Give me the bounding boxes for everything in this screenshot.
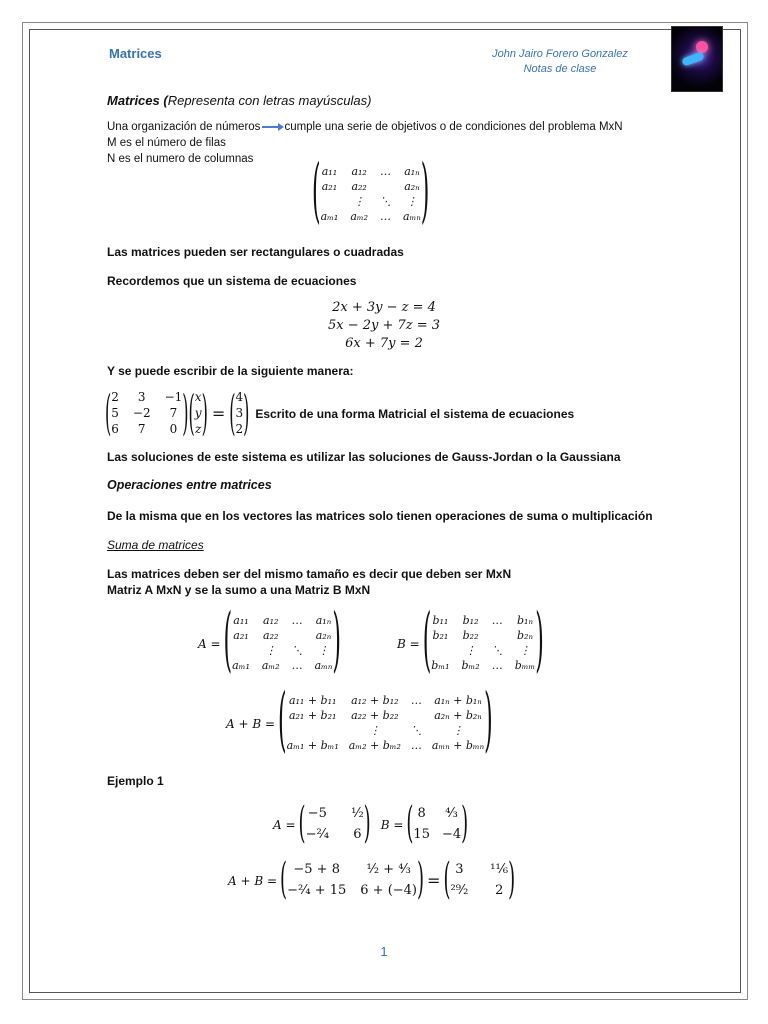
matrix-B-cell: bₘₘ — [514, 659, 536, 672]
matrix-sum-cell: a₁ₙ + b₁ₙ — [434, 694, 482, 707]
matrix-A-cell: … — [291, 614, 303, 627]
matrix-A-cell: a₂₂ — [263, 629, 279, 642]
heading-sum: Suma de matrices — [107, 538, 204, 552]
heading-bold: Matrices ( — [107, 93, 168, 108]
general-matrix-cell: a₂₁ — [321, 180, 338, 193]
matrix-sum-cell: a₂ₙ + b₂ₙ — [434, 709, 482, 722]
general-matrix-cell — [380, 180, 391, 194]
general-matrix-cell: … — [380, 165, 392, 178]
paragraph-size-2: Matriz A MxN y se la sumo a una Matriz B MxN — [107, 583, 371, 597]
header-author-block — [440, 47, 680, 77]
matrix-B-cell: b₁₁ — [432, 614, 449, 627]
label-sum: A + B = — [226, 716, 276, 731]
matrix-B-cell: bₘ₁ — [431, 659, 450, 672]
matrix-sum-cell: ⋱ — [410, 724, 422, 737]
general-matrix-cell: a₂₂ — [351, 180, 367, 193]
matrix-B-cell: b₁₂ — [462, 614, 479, 627]
rhs-vector-cell: 3 — [235, 406, 244, 420]
heading-rest: Representa con letras mayúsculas) — [167, 93, 372, 108]
author-logo-image — [671, 26, 723, 92]
matrix-sum-cell: a₁₂ + b₁₂ — [351, 694, 399, 707]
general-matrix: ( a₁₁ a₁₂ … a₁ₙ a₂₁ a₂₂ a₂ₙ ⋮ ⋱ ⋮ aₘ₁ aₘ₂ … aₘₙ ) — [312, 152, 430, 233]
example-equals: = — [427, 871, 441, 890]
arrow-icon — [262, 126, 282, 128]
matrix-A-cell: … — [291, 659, 303, 672]
example-sum-cell: −²⁄₄ + 15 — [287, 883, 347, 898]
label-B: B = — [397, 636, 420, 651]
matrix-A-cell: aₘ₂ — [261, 659, 280, 672]
general-matrix-A: A = ( a₁₁ a₁₂ … a₁ₙ a₂₁ a₂₂ a₂ₙ ⋮ ⋱ ⋮ aₘ₁ aₘ₂ … aₘₙ ) — [198, 601, 341, 682]
equation-system — [234, 299, 534, 353]
definition-line — [107, 121, 623, 133]
paragraph-write: Y se puede escribir de la siguiente manera: — [107, 364, 354, 378]
example-matrices: A = ( −5 ¹⁄₂ −²⁄₄ 6 ) B = ( 8 ⁴⁄₃ 15 −4 ) — [273, 798, 469, 849]
matrix-sum-cell: a₂₁ + b₂₁ — [288, 709, 337, 722]
general-matrix-cell: a₁ₙ — [404, 165, 420, 178]
matrix-B-cell: … — [491, 614, 503, 627]
rows-line: M es el número de filas — [107, 137, 226, 149]
example-A-cell: ¹⁄₂ — [351, 806, 364, 821]
variable-vector-cell: x — [194, 390, 202, 404]
general-matrix-cell: ⋱ — [380, 195, 392, 208]
matrix-B-cell: b₂₁ — [432, 629, 449, 642]
general-matrix-sum: A + B = ( a₁₁ + b₁₁ a₁₂ + b₁₂ … a₁ₙ + b₁ₙ a₂₁ + b₂₁ a₂₂ + b₂₂ a₂ₙ + b₂ₙ ⋮ ⋱ ⋮ aₘ₁ + bₘ₁ aₘ₂ + bₘ₂ … aₘₙ + bₘₙ ) — [226, 681, 493, 762]
coefficient-matrix-cell: 6 — [111, 422, 119, 436]
matricial-caption: Escrito de una forma Matricial el sistema de ecuaciones — [255, 406, 575, 421]
general-matrix-B: B = ( b₁₁ b₁₂ … b₁ₙ b₂₁ b₂₂ b₂ₙ ⋮ ⋱ ⋮ bₘ₁ bₘ₂ … bₘₘ ) — [397, 601, 544, 682]
coefficient-matrix-cell: 2 — [111, 390, 119, 404]
header-subtitle: Notas de clase — [523, 63, 597, 75]
general-matrix-cell — [321, 195, 339, 209]
paragraph-gauss: Las soluciones de este sistema es utilizar las soluciones de Gauss-Jordan o la Gaussiana — [107, 450, 621, 464]
coefficient-matrix-cell: 5 — [111, 406, 119, 420]
example-sum: A + B = ( −5 + 8 ¹⁄₂ + ⁴⁄₃ −²⁄₄ + 15 6 + (−4) ) = ( 3 ¹¹⁄₆ ²⁹⁄₂ 2 ) — [228, 854, 516, 905]
matrix-B-cell: ⋮ — [465, 644, 477, 657]
example-B-cell: 15 — [413, 827, 430, 842]
example-B-cell: 8 — [417, 806, 426, 821]
example-result-cell: ²⁹⁄₂ — [450, 883, 469, 898]
matrix-sum-cell: aₘ₂ + bₘ₂ — [348, 739, 401, 752]
rhs-vector-cell: 2 — [235, 422, 244, 436]
heading-operations: Operaciones entre matrices — [107, 478, 272, 492]
header-title: Matrices — [109, 46, 162, 61]
definition-text-a: Una organización de números — [107, 121, 261, 133]
matrix-B-cell: bₘ₂ — [461, 659, 480, 672]
general-matrix-cell: aₘ₁ — [320, 210, 339, 223]
matrix-sum-cell: a₁₁ + b₁₁ — [288, 694, 337, 707]
paragraph-size-1: Las matrices deben ser del mismo tamaño es decir que deben ser MxN — [107, 567, 512, 581]
matrix-A-cell — [292, 629, 303, 643]
general-matrix-cell: a₂ₙ — [404, 180, 420, 193]
header-author: John Jairo Forero Gonzalez — [492, 48, 628, 60]
matrix-sum-cell — [287, 724, 339, 738]
paragraph-rect: Las matrices pueden ser rectangulares o cuadradas — [107, 245, 404, 259]
example-sum-cell: −5 + 8 — [293, 862, 340, 877]
example-A-cell: −5 — [307, 806, 327, 821]
coefficient-matrix-cell: 7 — [169, 406, 178, 420]
label-A: A = — [198, 636, 221, 651]
coefficient-matrix-cell: 7 — [137, 422, 146, 436]
matrix-A-cell — [232, 644, 250, 658]
example-A-cell: 6 — [353, 827, 362, 842]
matrix-A-cell: a₁₂ — [263, 614, 279, 627]
general-matrix-cell: a₁₂ — [351, 165, 367, 178]
matrix-A-cell: a₂₁ — [233, 629, 249, 642]
matrix-sum-cell: … — [410, 694, 422, 707]
page-number: 1 — [380, 944, 388, 959]
cols-line: N es el numero de columnas — [107, 153, 254, 165]
variable-vector-cell: y — [194, 406, 202, 420]
matrix-sum-cell — [411, 709, 422, 723]
definition-text-b: cumple una serie de objetivos o de condiciones del problema MxN — [284, 121, 623, 133]
paragraph-operations: De la misma que en los vectores las matrices solo tienen operaciones de suma o multiplicación — [107, 509, 653, 523]
matrix-A-cell: a₁ₙ — [315, 614, 332, 627]
matrix-sum-cell: aₘ₁ + bₘ₁ — [286, 739, 339, 752]
matrix-sum-cell: ⋮ — [452, 724, 464, 737]
matrix-sum-cell: a₂₂ + b₂₂ — [351, 709, 399, 722]
matrix-sum-cell: aₘₙ + bₘₙ — [431, 739, 485, 752]
general-matrix-cell: a₁₁ — [321, 165, 338, 178]
matrix-B-cell: b₁ₙ — [517, 614, 533, 627]
example-result-cell: 2 — [495, 883, 504, 898]
example-label-A: A = — [273, 817, 296, 832]
paragraph-system: Recordemos que un sistema de ecuaciones — [107, 274, 357, 288]
matrix-A-cell: aₘ₁ — [232, 659, 250, 672]
example-label-B: B = — [380, 817, 404, 832]
section-heading-matrices — [107, 93, 371, 108]
matrix-B-cell: … — [491, 659, 503, 672]
matrix-A-cell: a₁₁ — [233, 614, 249, 627]
matrix-A-cell: a₂ₙ — [315, 629, 332, 642]
equation-1: 2x + 3y − z = 4 — [332, 300, 436, 315]
example-sum-cell: ¹⁄₂ + ⁴⁄₃ — [366, 862, 411, 877]
example-label-sum: A + B = — [228, 873, 278, 888]
example-B-cell: ⁴⁄₃ — [445, 806, 458, 821]
general-matrix-cell: ⋮ — [406, 195, 418, 208]
coefficient-matrix-cell: −1 — [164, 390, 183, 404]
general-matrix-cell: aₘ₂ — [350, 210, 369, 223]
general-matrix-cell: aₘₙ — [403, 210, 421, 223]
matrix-A-cell: ⋱ — [291, 644, 303, 657]
general-matrix-cell: ⋮ — [353, 195, 365, 208]
matrix-B-cell: ⋮ — [519, 644, 531, 657]
matrix-B-cell: b₂₂ — [462, 629, 479, 642]
equation-3: 6x + 7y = 2 — [345, 336, 423, 351]
matrix-A-cell: aₘₙ — [314, 659, 333, 672]
matrix-B-cell: ⋱ — [491, 644, 503, 657]
general-matrix-cell: … — [380, 210, 392, 223]
matrix-B-cell — [431, 644, 449, 658]
example-heading: Ejemplo 1 — [107, 774, 164, 788]
matrix-B-cell — [492, 629, 503, 643]
matrix-sum-cell: ⋮ — [369, 724, 381, 737]
coefficient-matrix-cell: 3 — [137, 390, 146, 404]
example-result-cell: 3 — [455, 862, 464, 877]
example-sum-cell: 6 + (−4) — [360, 883, 418, 898]
rhs-vector-cell: 4 — [235, 390, 244, 404]
variable-vector-cell: z — [195, 422, 202, 436]
matrix-A-cell: ⋮ — [265, 644, 277, 657]
matrix-sum-cell: … — [410, 739, 422, 752]
matrix-A-cell: ⋮ — [317, 644, 329, 657]
example-result-cell: ¹¹⁄₆ — [490, 862, 509, 877]
coefficient-matrix-cell: −2 — [132, 406, 151, 420]
coefficient-matrix-cell: 0 — [169, 422, 178, 436]
example-A-cell: −²⁄₄ — [305, 827, 330, 842]
matrix-equation: ( 2 3 −1 5 −2 7 6 7 0 ) ( x y z ) = ( 4 3 2 ) Escrito de una forma Matricial el sistema de ecuaciones — [105, 383, 575, 441]
example-B-cell: −4 — [441, 827, 462, 842]
matrix-B-cell: b₂ₙ — [517, 629, 533, 642]
equation-2: 5x − 2y + 7z = 3 — [327, 318, 441, 333]
